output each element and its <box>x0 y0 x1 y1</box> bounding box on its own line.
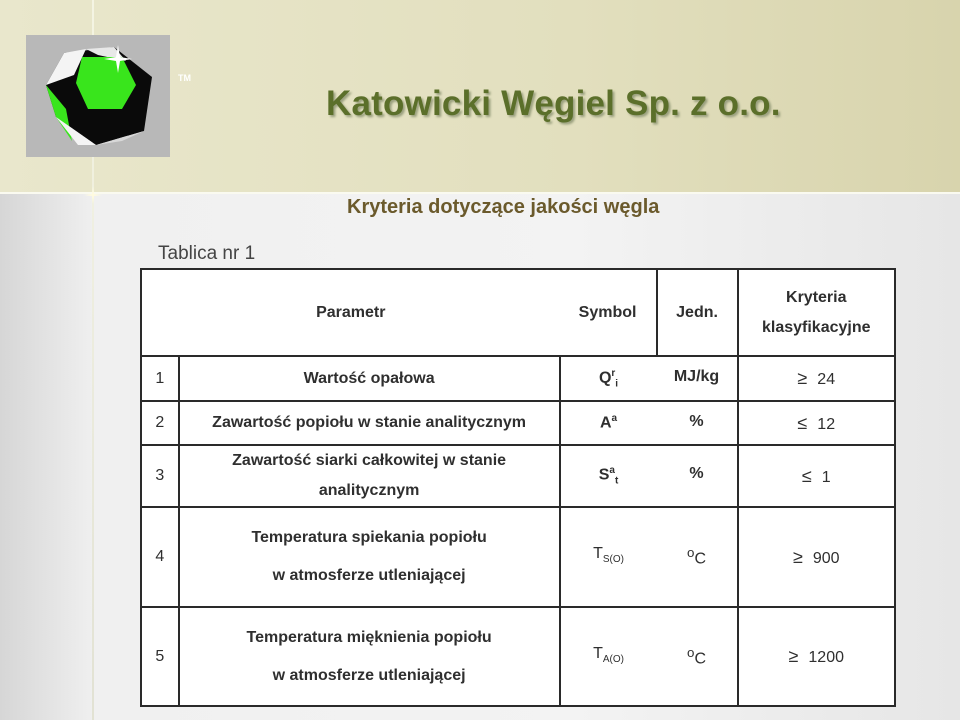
row-criterion: ≥ 1200 <box>738 607 895 706</box>
page-title: Kryteria dotyczące jakości węgla <box>347 196 660 218</box>
row-unit: MJ/kg <box>673 367 720 385</box>
table-header-row <box>141 269 895 356</box>
table-row <box>141 445 895 507</box>
table-row <box>141 507 895 607</box>
row-criterion: ≥ 24 <box>738 356 895 401</box>
row-number: 2 <box>141 401 179 445</box>
row-unit: % <box>689 413 704 431</box>
row-parameter: Temperatura spiekania popiołu w atmosferze utleniającej <box>179 507 560 607</box>
row-symbol: $A^a$ <box>599 413 618 432</box>
row-parameter: Zawartość popiołu w stanie analitycznym <box>179 401 560 445</box>
row-criterion: ≤ 1 <box>738 445 895 507</box>
row-symbol: $Q^r_i$ <box>598 367 619 390</box>
sparkle-icon <box>84 186 102 204</box>
hexagon-gem-icon <box>26 35 170 157</box>
trademark-label: TM <box>178 73 191 83</box>
row-number: 3 <box>141 445 179 507</box>
company-logo <box>26 35 191 157</box>
row-parameter: Wartość opałowa <box>179 356 560 401</box>
header-parametr: Parametr <box>141 269 560 356</box>
table-row <box>141 607 895 706</box>
row-symbol: $T_{S(O)}$ <box>593 545 624 566</box>
header-symbol: Symbol <box>560 269 657 356</box>
header-jedn: Jedn. <box>657 269 738 356</box>
row-parameter: Zawartość siarki całkowitej w stanie analitycznym <box>179 445 560 507</box>
decorative-horizontal-line <box>0 192 960 194</box>
table-row <box>141 401 895 445</box>
row-criterion: ≤ 12 <box>738 401 895 445</box>
criteria-table <box>140 268 896 707</box>
row-parameter: Temperatura mięknienia popiołu w atmosferze utleniającej <box>179 607 560 706</box>
row-symbol: $S^a_t$ <box>598 465 619 487</box>
row-number: 4 <box>141 507 179 607</box>
header-kryteria: Kryteria klasyfikacyjne <box>738 269 895 356</box>
company-name: Katowicki Węgiel Sp. z o.o. <box>326 84 781 123</box>
row-number: 1 <box>141 356 179 401</box>
row-criterion: ≥ 900 <box>738 507 895 607</box>
table-label: Tablica nr 1 <box>158 243 256 264</box>
row-unit: $^o$C <box>687 644 706 668</box>
row-number: 5 <box>141 607 179 706</box>
row-unit: % <box>689 465 704 483</box>
row-unit: $^o$C <box>687 545 706 568</box>
table-row <box>141 356 895 401</box>
row-symbol: $T_{A(O)}$ <box>593 644 624 666</box>
